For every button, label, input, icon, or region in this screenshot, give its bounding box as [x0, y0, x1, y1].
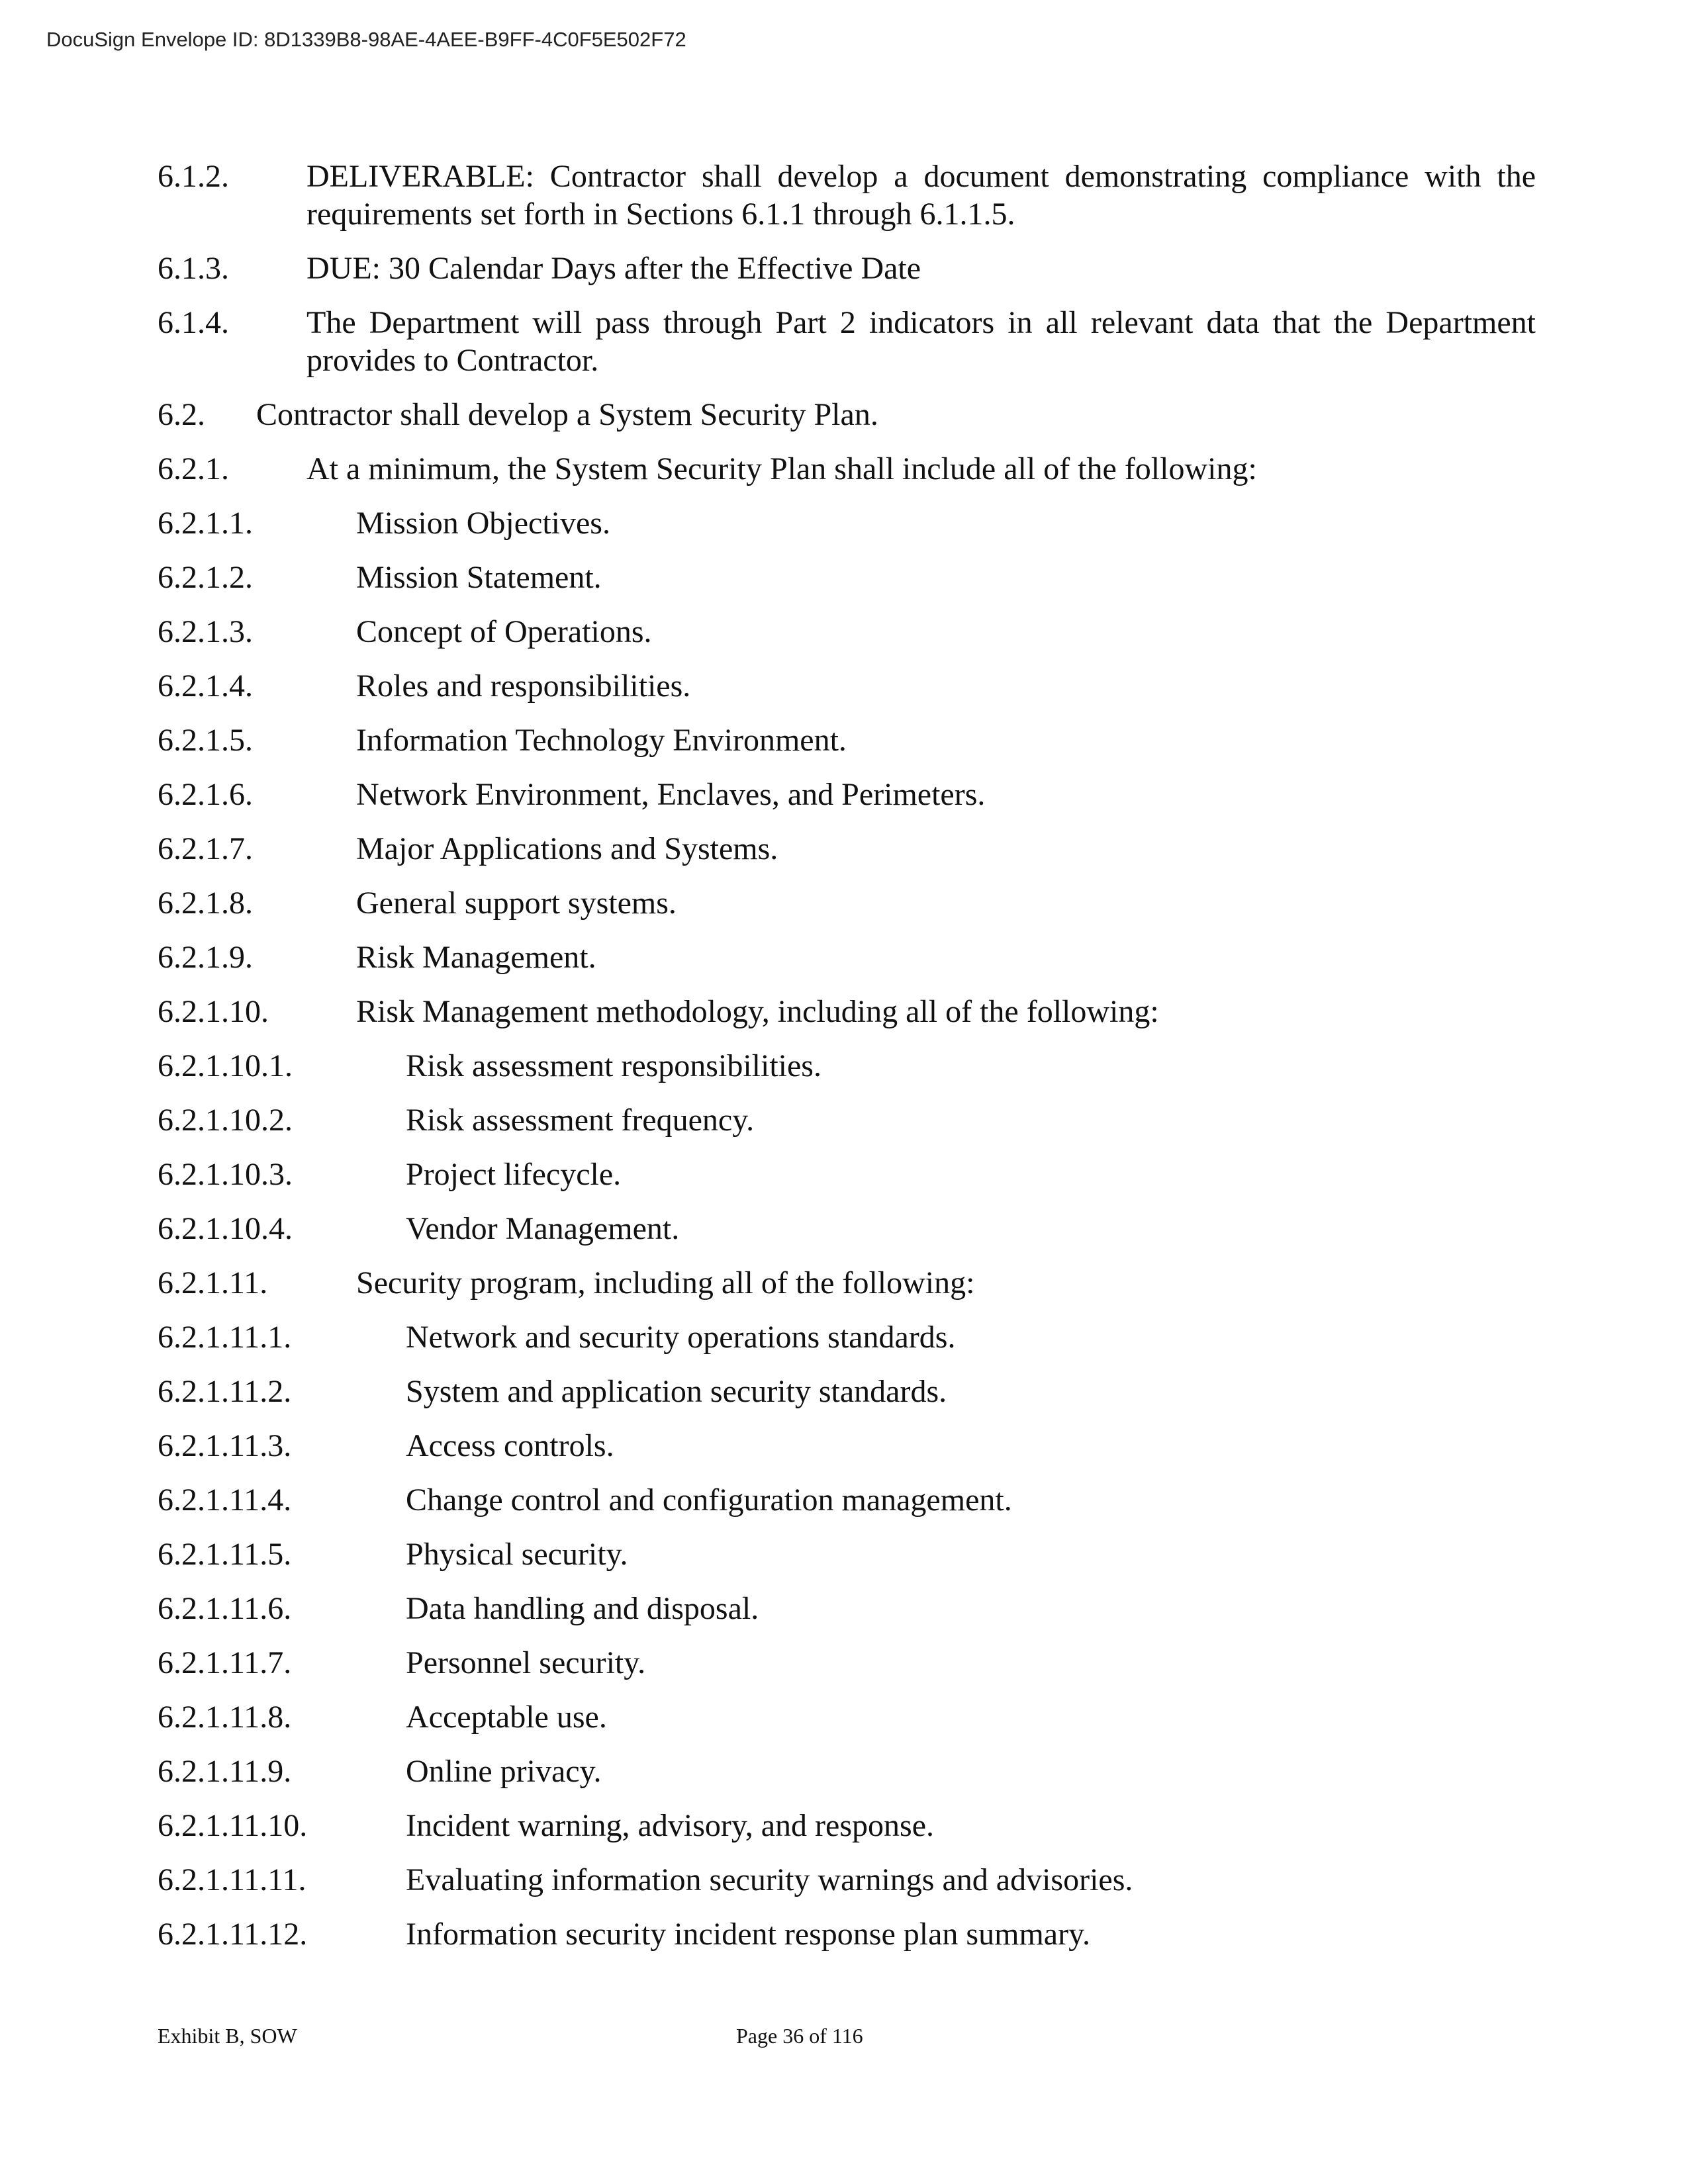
section-number: 6.2.1.3. — [158, 614, 253, 649]
section-6-2-1-11-12 — [158, 1915, 1536, 1953]
section-number: 6.2.1.11.4. — [158, 1482, 292, 1518]
section-number: 6.2.1.11. — [158, 1265, 268, 1300]
section-6-2-1-4 — [158, 667, 1536, 705]
section-text: DUE: 30 Calendar Days after the Effective Date — [306, 251, 921, 286]
section-text: DELIVERABLE: Contractor shall develop a document demonstrating compliance with the requirements set forth in Sections 6.1.1 through 6.1.1.5. — [306, 159, 1536, 232]
section-number: 6.2.1.5. — [158, 723, 253, 758]
section-text: Information Technology Environment. — [356, 723, 847, 758]
docusign-envelope-id: DocuSign Envelope ID: 8D1339B8-98AE-4AEE-B9FF-4C0F5E502F72 — [46, 28, 686, 51]
section-number: 6.1.2. — [158, 159, 229, 194]
section-6-2-1-6 — [158, 776, 1536, 813]
section-text: System and application security standards. — [406, 1374, 947, 1409]
section-text: Personnel security. — [406, 1645, 646, 1680]
section-number: 6.1.3. — [158, 251, 229, 286]
section-text: Contractor shall develop a System Security Plan. — [256, 397, 878, 432]
section-6-2-1-3 — [158, 613, 1536, 651]
section-6-2-1-11-5 — [158, 1535, 1536, 1573]
section-6-2-1-11-3 — [158, 1427, 1536, 1465]
section-text: Information security incident response plan summary. — [406, 1917, 1090, 1952]
footer-exhibit-label: Exhibit B, SOW — [158, 2024, 297, 2048]
section-number: 6.2.1.11.10. — [158, 1808, 308, 1843]
section-number: 6.2.1.1. — [158, 506, 253, 541]
section-6-2-1-11-8 — [158, 1698, 1536, 1736]
section-6-2-1-11-4 — [158, 1481, 1536, 1519]
section-text: Mission Objectives. — [356, 506, 610, 541]
section-number: 6.2.1.11.5. — [158, 1537, 292, 1572]
section-text: The Department will pass through Part 2 indicators in all relevant data that the Department provides to Contractor. — [306, 305, 1536, 378]
section-text: Acceptable use. — [406, 1700, 607, 1735]
section-6-1-4 — [158, 304, 1536, 379]
section-6-2-1-11-1 — [158, 1318, 1536, 1356]
footer-page-number: Page 36 of 116 — [736, 2024, 863, 2048]
section-6-2-1 — [158, 450, 1536, 488]
section-text: Security program, including all of the following: — [356, 1265, 975, 1300]
section-6-2-1-10-3 — [158, 1156, 1536, 1193]
section-number: 6.2.1.7. — [158, 831, 253, 866]
section-6-2-1-9 — [158, 938, 1536, 976]
section-6-2-1-1 — [158, 504, 1536, 542]
section-6-2-1-10 — [158, 993, 1536, 1030]
section-text: Project lifecycle. — [406, 1157, 622, 1192]
section-6-2-1-11-7 — [158, 1644, 1536, 1682]
section-number: 6.2.1.6. — [158, 777, 253, 812]
section-number: 6.2.1.11.3. — [158, 1428, 292, 1463]
document-body — [158, 158, 1536, 1970]
section-number: 6.2.1.9. — [158, 940, 253, 975]
section-6-2-1-11 — [158, 1264, 1536, 1302]
section-6-2-1-11-9 — [158, 1752, 1536, 1790]
section-text: Risk Management. — [356, 940, 596, 975]
section-6-2-1-10-4 — [158, 1210, 1536, 1248]
section-text: Network Environment, Enclaves, and Perimeters. — [356, 777, 986, 812]
section-text: Physical security. — [406, 1537, 628, 1572]
section-number: 6.2.1.11.2. — [158, 1374, 292, 1409]
section-number: 6.2.1.2. — [158, 560, 253, 595]
section-6-2-1-11-11 — [158, 1861, 1536, 1899]
section-6-2-1-5 — [158, 721, 1536, 759]
section-6-2-1-2 — [158, 559, 1536, 596]
section-6-2-1-8 — [158, 884, 1536, 922]
section-number: 6.2.1.8. — [158, 886, 253, 921]
section-text: Risk assessment frequency. — [406, 1103, 755, 1138]
section-text: Risk Management methodology, including all of the following: — [356, 994, 1159, 1029]
section-6-2-1-11-2 — [158, 1373, 1536, 1410]
section-number: 6.1.4. — [158, 305, 229, 340]
section-6-2-1-7 — [158, 830, 1536, 868]
section-number: 6.2.1.10.2. — [158, 1103, 293, 1138]
section-6-1-2 — [158, 158, 1536, 233]
section-number: 6.2.1. — [158, 451, 229, 486]
section-number: 6.2.1.11.11. — [158, 1862, 306, 1897]
section-6-1-3 — [158, 250, 1536, 287]
section-text: Change control and configuration management. — [406, 1482, 1012, 1518]
section-number: 6.2.1.11.9. — [158, 1754, 292, 1789]
section-6-2-1-11-6 — [158, 1590, 1536, 1627]
section-text: Online privacy. — [406, 1754, 602, 1789]
section-text: General support systems. — [356, 886, 677, 921]
section-number: 6.2.1.10.1. — [158, 1048, 293, 1083]
section-6-2 — [158, 396, 1536, 433]
section-text: Incident warning, advisory, and response. — [406, 1808, 934, 1843]
section-text: Roles and responsibilities. — [356, 668, 691, 704]
section-text: Mission Statement. — [356, 560, 602, 595]
section-text: Risk assessment responsibilities. — [406, 1048, 821, 1083]
section-text: Major Applications and Systems. — [356, 831, 778, 866]
section-6-2-1-10-2 — [158, 1101, 1536, 1139]
section-number: 6.2.1.11.1. — [158, 1320, 292, 1355]
section-number: 6.2.1.10.3. — [158, 1157, 293, 1192]
section-text: Network and security operations standards. — [406, 1320, 956, 1355]
section-number: 6.2. — [158, 397, 205, 432]
section-number: 6.2.1.4. — [158, 668, 253, 704]
section-number: 6.2.1.10. — [158, 994, 269, 1029]
section-text: Concept of Operations. — [356, 614, 652, 649]
section-text: Evaluating information security warnings and advisories. — [406, 1862, 1133, 1897]
section-number: 6.2.1.11.7. — [158, 1645, 292, 1680]
section-number: 6.2.1.11.12. — [158, 1917, 308, 1952]
section-text: At a minimum, the System Security Plan shall include all of the following: — [306, 451, 1257, 486]
section-number: 6.2.1.11.8. — [158, 1700, 292, 1735]
section-number: 6.2.1.11.6. — [158, 1591, 292, 1626]
section-text: Vendor Management. — [406, 1211, 680, 1246]
section-text: Access controls. — [406, 1428, 614, 1463]
section-number: 6.2.1.10.4. — [158, 1211, 293, 1246]
section-text: Data handling and disposal. — [406, 1591, 759, 1626]
section-6-2-1-11-10 — [158, 1807, 1536, 1844]
section-6-2-1-10-1 — [158, 1047, 1536, 1085]
